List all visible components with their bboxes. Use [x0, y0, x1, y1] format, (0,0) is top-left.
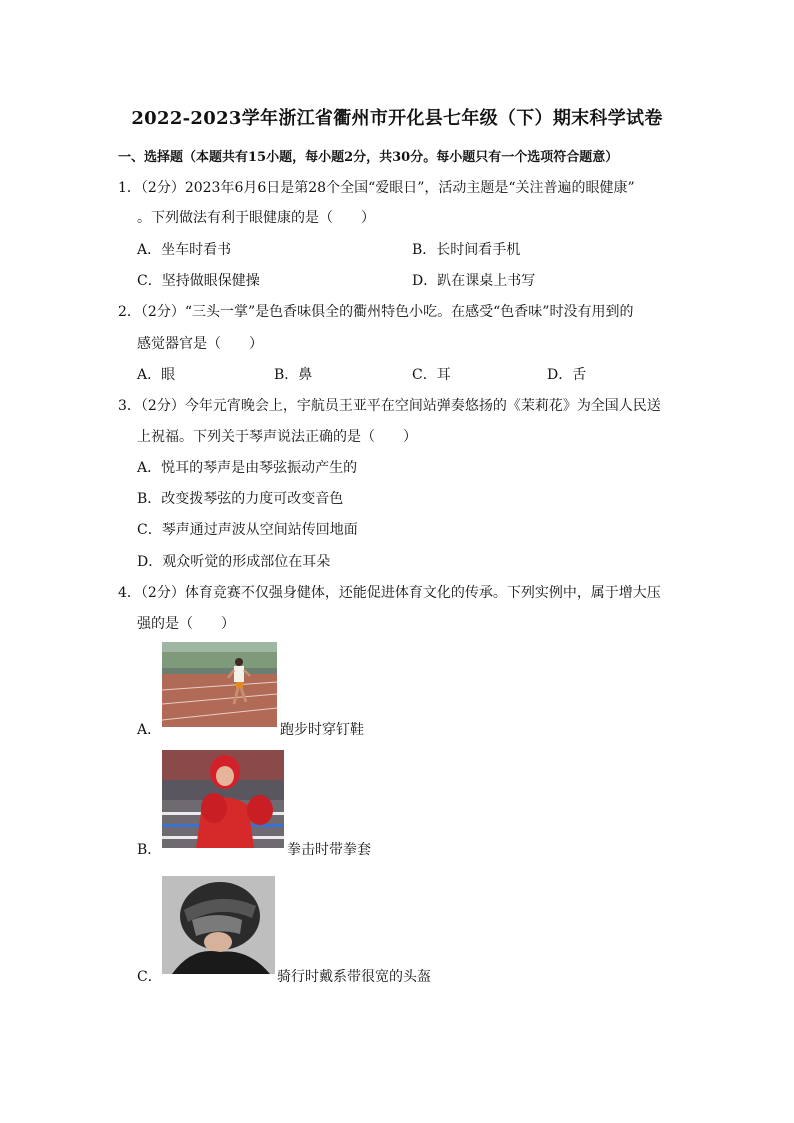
q3-stem-line2: 上祝福。下列关于琴声说法正确的是（ ）: [137, 429, 417, 445]
q2-stem-line2: 感觉器官是（ ）: [137, 336, 263, 352]
q3-option-a: A．悦耳的琴声是由琴弦振动产生的: [137, 460, 358, 476]
q1-option-a: A．坐车时看书: [137, 242, 232, 258]
q1-stem-line1: 1．（2分）2023年6月6日是第28个全国“爱眼日”，活动主题是“关注普遍的眼健康”: [118, 180, 635, 196]
section-heading: 一、选择题（本题共有15小题，每小题2分，共30分。每小题只有一个选项符合题意）: [118, 150, 619, 165]
boxer-photo: [162, 750, 284, 848]
q4-option-a-caption: 跑步时穿钉鞋: [280, 722, 364, 738]
q1-option-b: B．长时间看手机: [412, 242, 521, 258]
page-title: 2022-2023学年浙江省衢州市开化县七年级（下）期末科学试卷: [131, 108, 663, 129]
q2-option-a: A．眼: [137, 367, 176, 383]
q3-stem-line1: 3．（2分）今年元宵晚会上，宇航员王亚平在空间站弹奏悠扬的《茉莉花》为全国人民送: [118, 398, 661, 414]
q2-option-b: B．鼻: [274, 367, 313, 383]
q1-stem-line2: 。下列做法有利于眼健康的是（ ）: [137, 210, 375, 226]
helmet-rider-photo: [162, 876, 275, 974]
runner-photo: [162, 642, 277, 727]
q4-stem-line1: 4．（2分）体育竞赛不仅强身健体，还能促进体育文化的传承。下列实例中，属于增大压: [118, 585, 661, 601]
q4-option-c-label: C．: [137, 969, 162, 985]
q2-option-d: D．舌: [547, 367, 587, 383]
q2-stem-line1: 2．（2分）“三头一掌”是色香味俱全的衢州特色小吃。在感受“色香味”时没有用到的: [118, 304, 634, 320]
q3-option-c: C．琴声通过声波从空间站传回地面: [137, 522, 358, 538]
q4-stem-line2: 强的是（ ）: [137, 616, 235, 632]
q1-option-c: C．坚持做眼保健操: [137, 273, 260, 289]
q4-option-c-caption: 骑行时戴系带很宽的头盔: [277, 969, 431, 985]
q4-option-b-label: B．: [137, 842, 162, 858]
q3-option-b: B．改变拨琴弦的力度可改变音色: [137, 491, 344, 507]
q1-option-d: D．趴在课桌上书写: [412, 273, 536, 289]
q2-option-c: C．耳: [412, 367, 451, 383]
q3-option-d: D．观众听觉的形成部位在耳朵: [137, 554, 331, 570]
q4-option-b-caption: 拳击时带拳套: [287, 842, 371, 858]
q4-option-a-label: A．: [137, 722, 162, 738]
